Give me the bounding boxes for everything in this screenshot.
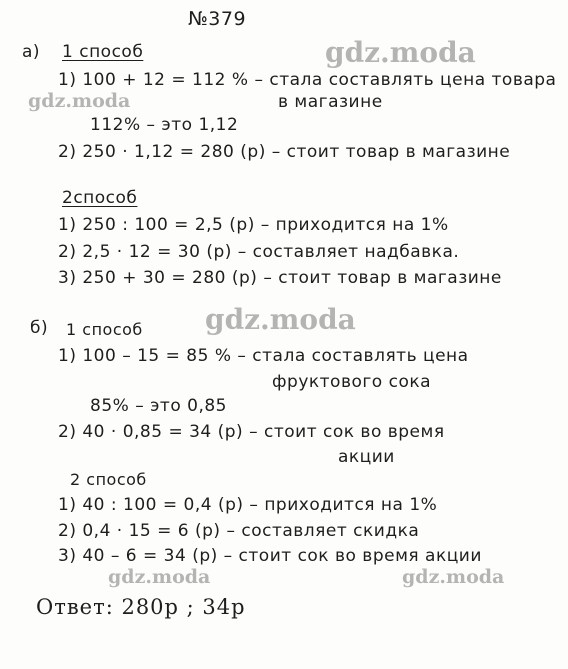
watermark-4: gdz.moda: [108, 566, 211, 588]
part-a-m2-line3: 3) 250 + 30 = 280 (р) – стоит товар в магазине: [58, 268, 502, 288]
part-b-m1-line1b: фруктового сока: [272, 372, 432, 392]
part-b-label: б): [30, 318, 49, 338]
part-a-m2-line2: 2) 2,5 · 12 = 30 (р) – составляет надбавка.: [58, 242, 460, 262]
part-a-m2-line1: 1) 250 : 100 = 2,5 (р) – приходится на 1%: [58, 215, 449, 235]
part-b-method1-title: 1 способ: [66, 320, 143, 339]
watermark-5: gdz.moda: [402, 566, 505, 588]
part-b-m2-line2: 2) 0,4 · 15 = 6 (р) – составляет скидка: [58, 521, 420, 541]
watermark-2: gdz.moda: [28, 90, 131, 112]
part-b-method2-title: 2 способ: [70, 470, 147, 489]
part-b-m1-line2: 85% – это 0,85: [90, 396, 227, 416]
part-b-m1-line1: 1) 100 – 15 = 85 % – стала составлять цена: [58, 346, 469, 366]
part-b-m2-line1: 1) 40 : 100 = 0,4 (р) – приходится на 1%: [58, 495, 438, 515]
watermark-1: gdz.moda: [325, 36, 476, 69]
part-a-m1-line3: 2) 250 · 1,12 = 280 (р) – стоит товар в магазине: [58, 142, 511, 162]
part-a-method2-title: 2способ: [62, 188, 138, 208]
part-b-m1-line3b: акции: [338, 447, 395, 467]
part-a-method1-title: 1 способ: [62, 42, 144, 62]
part-a-label: а): [22, 42, 41, 62]
part-a-m1-line1: 1) 100 + 12 = 112 % – стала составлять цена товара: [58, 70, 557, 90]
watermark-3: gdz.moda: [205, 303, 356, 336]
answer-line: Ответ: 280р ; 34р: [36, 595, 246, 619]
part-b-m1-line3: 2) 40 · 0,85 = 34 (р) – стоит сок во время: [58, 422, 445, 442]
part-a-m1-line2: 112% – это 1,12: [90, 115, 239, 135]
part-a-m1-line1b: в магазине: [278, 92, 383, 112]
part-b-m2-line3: 3) 40 – 6 = 34 (р) – стоит сок во время акции: [58, 546, 482, 566]
task-number: №379: [188, 8, 247, 30]
